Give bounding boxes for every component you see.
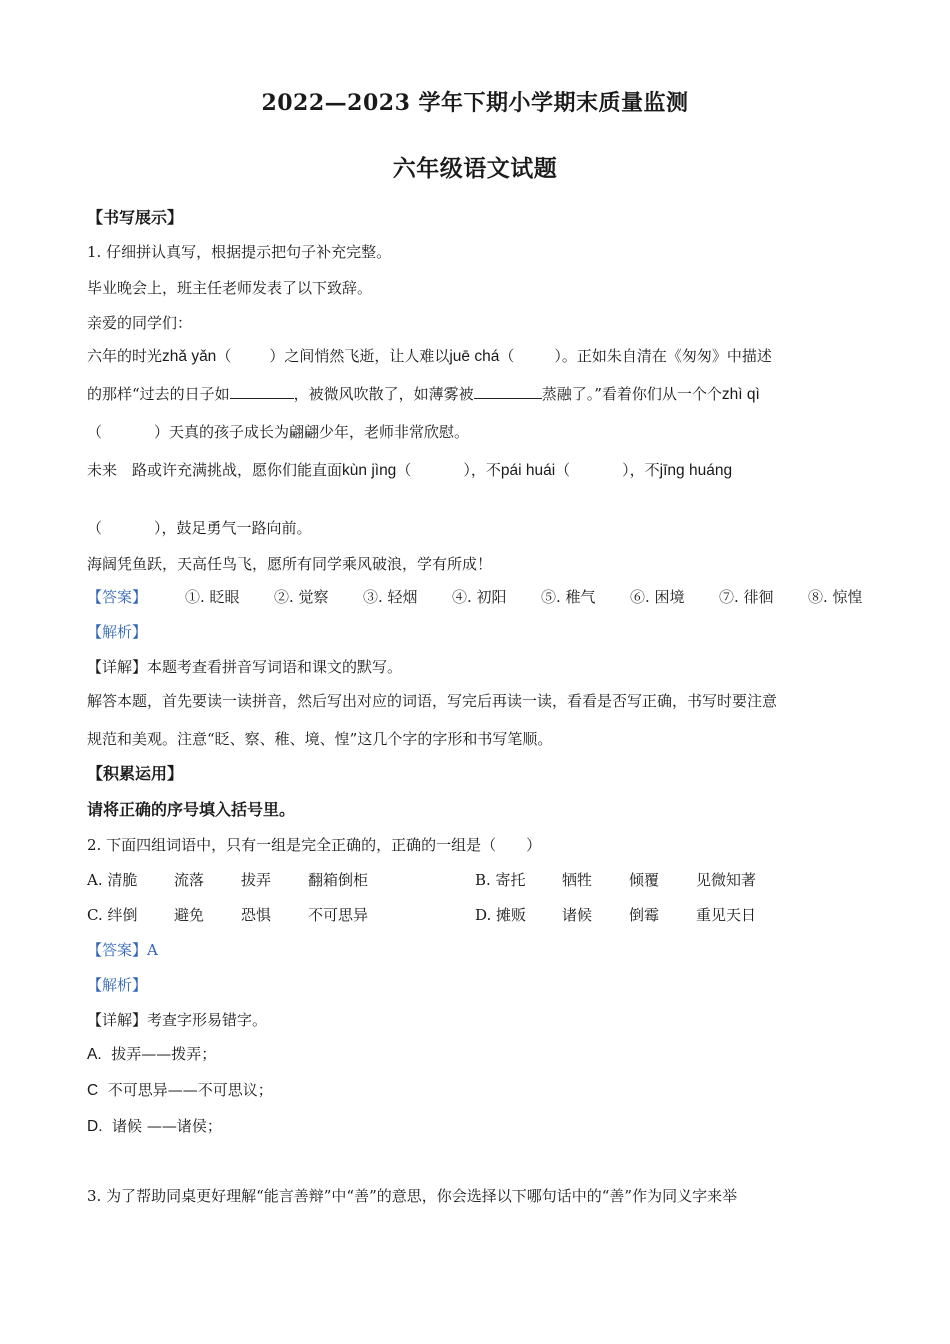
q1-paragraph-line-2	[87, 383, 865, 404]
open-paren: （	[555, 461, 571, 479]
answer-label: 【答案】	[87, 588, 148, 606]
q2-fix-c	[87, 1079, 273, 1100]
fill-blank[interactable]	[474, 384, 542, 399]
q1-intro: 毕业晚会上，班主任老师发表了以下致辞。	[87, 279, 373, 297]
option-word: 重见天日	[696, 906, 757, 924]
fix-text: 拔弄——拨弄；	[111, 1045, 217, 1063]
option-word: 倒霉	[629, 906, 660, 924]
open-paren: （	[499, 347, 515, 365]
fix-label: D.	[87, 1118, 103, 1135]
option-word: 倾覆	[629, 871, 660, 889]
q2-option-c: C. 绊倒	[87, 906, 138, 924]
option-word: 流落	[174, 871, 205, 889]
pinyin-kun-jing: kùn jìng	[342, 462, 397, 479]
q1-closing: 海阔凭鱼跃，天高任鸟飞，愿所有同学乘风破浪，学有所成！	[87, 555, 493, 573]
fix-text: 不可思异——不可思议；	[107, 1081, 273, 1099]
q1-paragraph-line-5	[87, 517, 312, 538]
q1-explain-line-1: 解答本题，首先要读一读拼音，然后写出对应的词语，写完后再读一读，看看是否写正确，书写时要注意	[87, 692, 778, 710]
detail-label: 【详解】	[87, 1011, 148, 1029]
answer-item: ⑤. 稚气	[541, 588, 596, 606]
fix-label: A.	[87, 1046, 102, 1063]
option-word: 见微知著	[696, 871, 757, 889]
answer-item: ⑥. 困境	[630, 588, 685, 606]
q2-option-b: B. 寄托	[475, 871, 526, 889]
section-heading-writing: 【书写展示】	[87, 208, 184, 227]
text-segment: ）之间悄然飞逝，让人难以	[269, 347, 450, 365]
answer-item: ①. 眨眼	[185, 588, 240, 606]
option-word: 不可思异	[308, 906, 369, 924]
text-segment: ），鼓足勇气一路向前。	[154, 519, 312, 537]
text-segment: ）天真的孩子成长为翩翩少年，老师非常欣慰。	[154, 423, 470, 441]
open-paren: （	[87, 423, 103, 441]
answer-value: A	[147, 941, 158, 959]
q1-detail	[87, 656, 402, 677]
text-segment: ），不	[463, 461, 501, 479]
q3-stem: 3. 为了帮助同桌更好理解“能言善辩”中“善”的意思，你会选择以下哪句话中的“善”作为同义字来举	[87, 1187, 738, 1205]
open-paren: （	[87, 519, 103, 537]
answer-label: 【答案】	[87, 941, 148, 959]
q2-option-d: D. 摊贩	[475, 906, 527, 924]
text-segment: 的那样“过去的日子如	[87, 385, 230, 403]
q2-answer	[87, 939, 158, 960]
q1-explain-line-2: 规范和美观。注意“眨、察、稚、境、惶”这几个字的字形和书写笔顺。	[87, 730, 553, 748]
q2-fix-a	[87, 1043, 216, 1064]
text-segment: 蒸融了。”看着你们从一个个	[541, 385, 722, 403]
answer-item: ②. 觉察	[274, 588, 329, 606]
text-segment: 未来 路或许充满挑战，愿你们能直面	[87, 461, 343, 479]
fix-label: C	[87, 1082, 99, 1099]
q2-option-a: A. 清脆	[87, 871, 138, 889]
option-word: 拔弄	[241, 871, 272, 889]
analysis-label: 【解析】	[87, 976, 148, 994]
exam-title: 2022—2023 学年下期小学期末质量监测	[261, 90, 689, 116]
q1-paragraph-line-4	[87, 459, 865, 480]
pinyin-pai-huai: pái huái	[500, 462, 556, 479]
text-segment: ，被微风吹散了，如薄雾被	[293, 385, 474, 403]
open-paren: （	[396, 461, 412, 479]
q1-greeting: 亲爱的同学们：	[87, 314, 193, 332]
answer-item: ⑧. 惊惶	[808, 588, 863, 606]
answer-item: ③. 轻烟	[363, 588, 418, 606]
exam-subtitle: 六年级语文试题	[392, 155, 558, 182]
q1-paragraph-line-3	[87, 421, 469, 442]
text-segment: ），不	[622, 461, 660, 479]
option-word: 避免	[174, 906, 205, 924]
section-heading-accumulation: 【积累运用】	[87, 764, 184, 783]
q1-paragraph-line-1	[87, 345, 865, 366]
detail-label: 【详解】	[87, 658, 148, 676]
q2-fix-d	[87, 1115, 222, 1136]
fill-blank[interactable]	[230, 384, 294, 399]
pinyin-jue-cha: juē chá	[449, 348, 500, 365]
analysis-label: 【解析】	[87, 623, 148, 641]
detail-text: 考查字形易错字。	[147, 1011, 268, 1029]
pinyin-jing-huang: jīng huáng	[659, 462, 733, 479]
fix-text: 诸候 ——诸侯；	[112, 1117, 222, 1135]
q2-stem: 2. 下面四组词语中，只有一组是完全正确的，正确的一组是（ ）	[87, 836, 542, 854]
option-word: 翻箱倒柜	[308, 871, 369, 889]
answer-item: ⑦. 徘徊	[719, 588, 774, 606]
open-paren: （	[216, 347, 232, 365]
detail-text: 本题考查看拼音写词语和课文的默写。	[147, 658, 403, 676]
answer-item: ④. 初阳	[452, 588, 507, 606]
pinyin-zhi-qi: zhì qì	[721, 386, 760, 403]
option-word: 牺牲	[562, 871, 593, 889]
pinyin-zha-yan: zhǎ yǎn	[162, 348, 217, 365]
section2-instruction: 请将正确的序号填入括号里。	[87, 800, 296, 819]
text-segment: 六年的时光	[87, 347, 163, 365]
option-word: 恐惧	[241, 906, 272, 924]
q2-detail	[87, 1009, 267, 1030]
text-segment: ）。正如朱自清在《匆匆》中描述	[554, 347, 772, 365]
q1-stem: 1. 仔细拼认真写，根据提示把句子补充完整。	[87, 243, 392, 261]
option-word: 诸候	[562, 906, 593, 924]
